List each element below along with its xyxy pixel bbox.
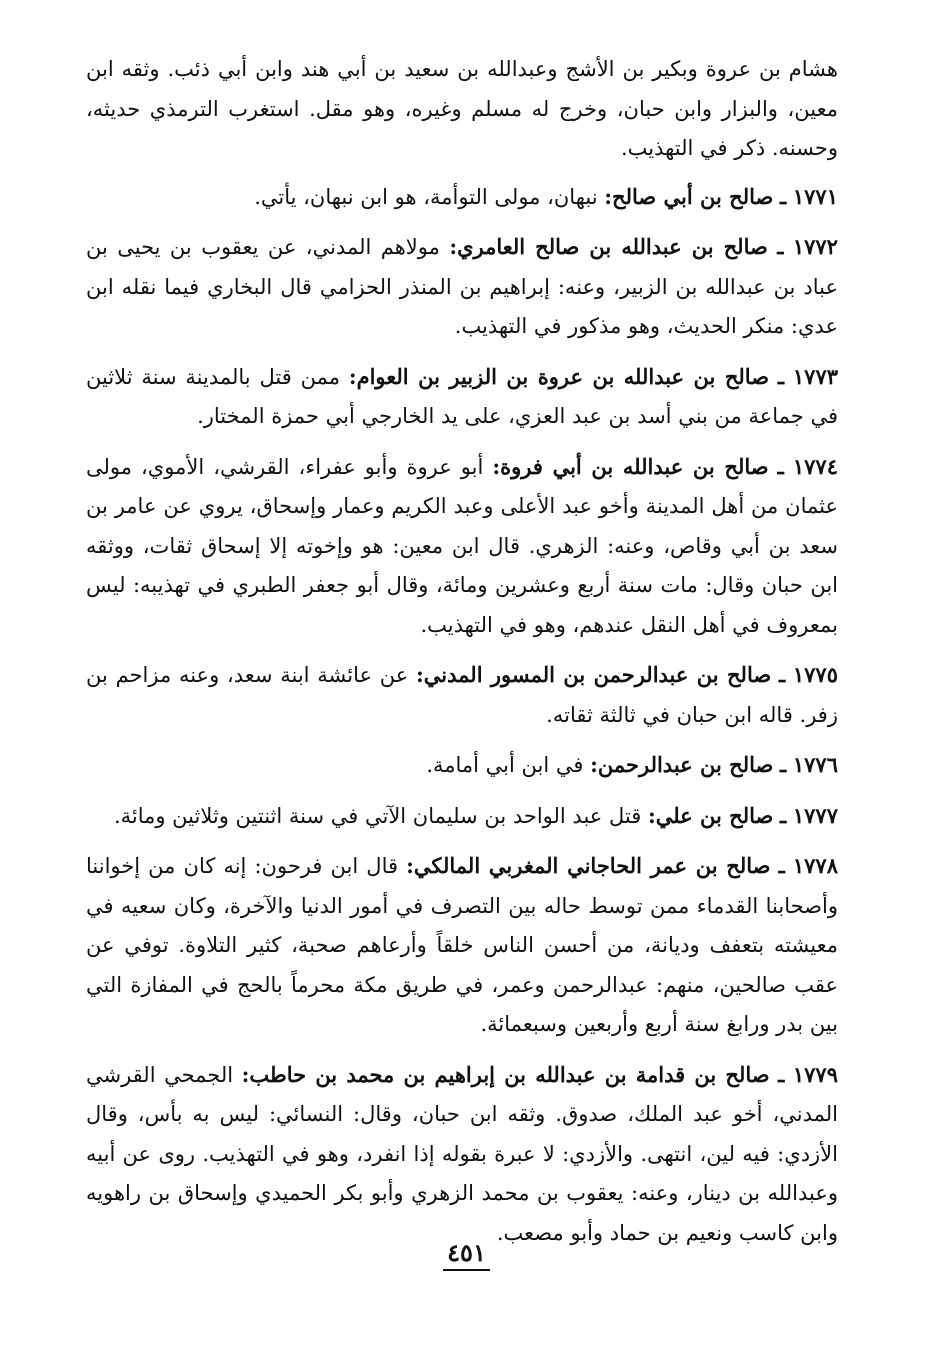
entry-text: نبهان، مولى التوأمة، هو ابن نبهان، يأتي. bbox=[254, 184, 598, 209]
entry-name: صالح بن عبدالرحمن بن المسور المدني: bbox=[416, 662, 772, 687]
entry-text: قال ابن فرحون: إنه كان من إخواننا وأصحابنا القدماء ممن توسط حاله بين التصرف في أمور الدنيا والآخرة، وكان سعيه في معيشته بتعفف وديانة، من أحسن الناس خلقاً وأرعاهم صحبة، كثير التلاوة. توفي عن عقب صالحين، منهم: عبدالرحمن وعمر، في طريق مكة محرماً بالحج في المفازة التي بين بدر ورابغ سنة أربع وأربعين وسبعمائة. bbox=[86, 854, 838, 1036]
entry-number: ١٧٧٦ bbox=[792, 752, 838, 777]
entry-number: ١٧٧٥ bbox=[792, 662, 838, 687]
entry-number: ١٧٧٧ bbox=[792, 802, 838, 828]
entry-number: ١٧٧٣ bbox=[792, 363, 839, 389]
entry-separator: ـ bbox=[778, 662, 786, 687]
entry-text: ممن قتل بالمدينة سنة ثلاثين في جماعة من بني أسد بن عبد العزي، على يد الخارجي أبي حمزة المختار. bbox=[86, 364, 838, 428]
entry-number: ١٧٧٤ bbox=[792, 453, 838, 479]
entry-number: ١٧٧٨ bbox=[792, 853, 838, 878]
biography-entry bbox=[86, 447, 838, 646]
entries-list bbox=[86, 177, 838, 1254]
entry-number: ١٧٧١ bbox=[792, 183, 838, 209]
entry-name: صالح بن عبدالله بن أبي فروة: bbox=[492, 453, 769, 479]
entry-name: صالح بن أبي صالح: bbox=[604, 183, 774, 209]
entry-number: ١٧٧٩ bbox=[792, 1061, 838, 1087]
entry-name: صالح بن علي: bbox=[647, 802, 774, 828]
biography-entry bbox=[86, 357, 838, 437]
entry-separator: ـ bbox=[778, 1061, 785, 1087]
entry-name: صالح بن عبدالله بن صالح العامري: bbox=[449, 234, 768, 259]
text-body bbox=[86, 50, 838, 1263]
entry-number: ١٧٧٢ bbox=[792, 234, 838, 259]
biography-entry bbox=[86, 655, 838, 735]
entry-separator: ـ bbox=[777, 363, 785, 389]
biography-entry bbox=[86, 1055, 838, 1254]
entry-text: عن عائشة ابنة سعد، وعنه مزاحم بن زفر. قاله ابن حبان في ثالثة ثقاته. bbox=[86, 663, 838, 727]
entry-text: في ابن أبي أمامة. bbox=[426, 753, 584, 777]
biography-entry bbox=[86, 745, 838, 786]
entry-text: مولاهم المدني، عن يعقوب بن يحيى بن عباد بن عبدالله بن الزبير، وعنه: إبراهيم بن المنذر الحزامي قال البخاري فيما نقله ابن عدي: منكر الحديث، وهو مذكور في التهذيب. bbox=[86, 235, 838, 338]
page-number: ٤٥١ bbox=[0, 1238, 933, 1267]
entry-separator: ـ bbox=[778, 853, 785, 878]
entry-separator: ـ bbox=[780, 183, 787, 209]
entry-text: أبو عروة وأبو عفراء، القرشي، الأموي، مولى عثمان من أهل المدينة وأخو عبد الأعلى وعبد الكريم وعمار وإسحاق، يروي عن عامر بن سعد بن أبي وقاص، وعنه: الزهري. قال ابن معين: هو وإخوته إلا إسحاق ثقات، ووثقه ابن حبان وقال: مات سنة أربع وعشرين ومائة، وقال أبو جعفر الطبري في تهذيبه: ليس بمعروف في أهل النقل عندهم، وهو في التهذيب. bbox=[86, 454, 838, 637]
entry-name: صالح بن عمر الحاجاني المغربي المالكي: bbox=[406, 853, 771, 878]
biography-entry bbox=[86, 177, 838, 218]
biography-entry bbox=[86, 227, 838, 347]
biography-entry bbox=[86, 846, 838, 1045]
entry-name: صالح بن عبدالله بن عروة بن الزبير بن العوام: bbox=[348, 363, 770, 389]
entry-text: قتل عبد الواحد بن سليمان الآتي في سنة اثنتين وثلاثين ومائة. bbox=[113, 803, 642, 828]
entry-name: صالح بن قدامة بن عبدالله بن إبراهيم بن محمد بن حاطب: bbox=[241, 1061, 770, 1087]
entry-separator: ـ bbox=[780, 752, 787, 777]
entry-separator: ـ bbox=[777, 234, 784, 259]
biography-entry bbox=[86, 796, 838, 837]
entry-separator: ـ bbox=[777, 453, 784, 479]
entry-text: الجمحي القرشي المدني، أخو عبد الملك، صدوق. وثقه ابن حبان، وقال: النسائي: ليس به بأس، وقال الأزدي: فيه لين، انتهى. والأزدي: لا عبرة بقوله إذا انفرد، وهو في التهذيب. روى عن أبيه وعبدالله بن دينار، وعنه: يعقوب بن محمد الزهري وأبو بكر الحميدي وإسحاق بن راهويه وابن كاسب ونعيم بن حماد وأبو مصعب. bbox=[86, 1062, 838, 1245]
continuation-paragraph: هشام بن عروة وبكير بن الأشج وعبدالله بن سعيد بن أبي هند وابن أبي ذئب. وثقه ابن معين، والبزار وابن حبان، وخرج له مسلم وغيره، وهو مقل. استغرب الترمذي حديثه، وحسنه. ذكر في التهذيب. bbox=[86, 57, 838, 160]
entry-name: صالح بن عبدالرحمن: bbox=[590, 752, 774, 777]
entry-separator: ـ bbox=[780, 802, 787, 828]
